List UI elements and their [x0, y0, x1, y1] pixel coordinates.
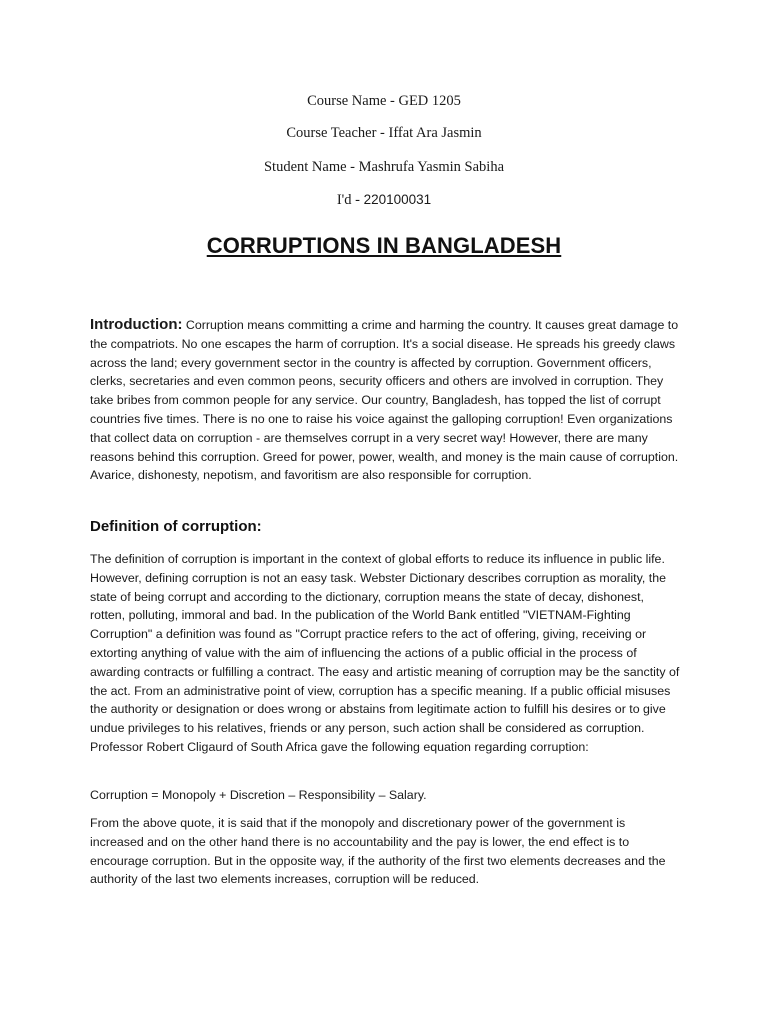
introduction-label: Introduction:	[90, 316, 183, 333]
student-id	[0, 192, 768, 209]
conclusion-paragraph: From the above quote, it is said that if the monopoly and discretionary power of the government is increased and on the other hand there is no accountability and the pay is lower, the end effect is to encourage corruption. But in the opposite way, if the authority of the first two elements decreases and the authority of the last two elements increases, corruption will be reduced.	[90, 816, 666, 887]
student-id-label: I'd -	[336, 192, 364, 208]
introduction-text: Corruption means committing a crime and harming the country. It causes great damage to the compatriots. No one escapes the harm of corruption. It's a social disease. He spreads his greedy claws across the land; every government sector in the country is affected by corruption. Government officers, clerks, secretaries and even common peons, security officers and others are involved in corruption. They take bribes from common people for any service. Our country, Bangladesh, has topped the list of corrupt countries five times. There is no one to raise his voice against the galloping corruption! Even organizations that collect data on corruption - are themselves corrupt in a very secret way! However, there are many reasons behind this corruption. Greed for power, power, wealth, and money is the main cause of corruption. Avarice, dishonesty, nepotism, and favoritism are also responsible for corruption.	[90, 318, 679, 483]
course-teacher: Course Teacher - Iffat Ara Jasmin	[286, 125, 482, 141]
introduction-paragraph	[90, 316, 680, 485]
course-name: Course Name - GED 1205	[307, 93, 461, 109]
corruption-equation: Corruption = Monopoly + Discretion – Responsibility – Salary.	[90, 788, 427, 802]
document-title: CORRUPTIONS IN BANGLADESH	[206, 233, 562, 258]
student-name: Student Name - Mashrufa Yasmin Sabiha	[263, 159, 505, 175]
student-id-value: 220100031	[363, 192, 432, 207]
definition-paragraph: The definition of corruption is important in the context of global efforts to reduce its influence in public life. However, defining corruption is not an easy task. Webster Dictionary describes corruption as morality, the state of being corrupt and according to the dictionary, corruption means the state of decay, dishonest, rotten, polluting, immoral and bad. In the publication of the World Bank entitled "VIETNAM-Fighting Corruption" a definition was found as "Corrupt practice refers to the act of offering, giving, receiving or extorting anything of value with the aim of influencing the actions of a public official in the process of awarding contracts or fulfilling a contract. The easy and artistic meaning of corruption may be the sanctity of the act. From an administrative point of view, corruption has a specific meaning. If a public official misuses the authority or designation or does wrong or abstains from legitimate action to fulfill his desires or to give undue privileges to his relatives, friends or any person, such action shall be considered as corruption. Professor Robert Cligaurd of South Africa gave the following equation regarding corruption:	[90, 552, 680, 754]
definition-heading: Definition of corruption:	[90, 518, 262, 535]
